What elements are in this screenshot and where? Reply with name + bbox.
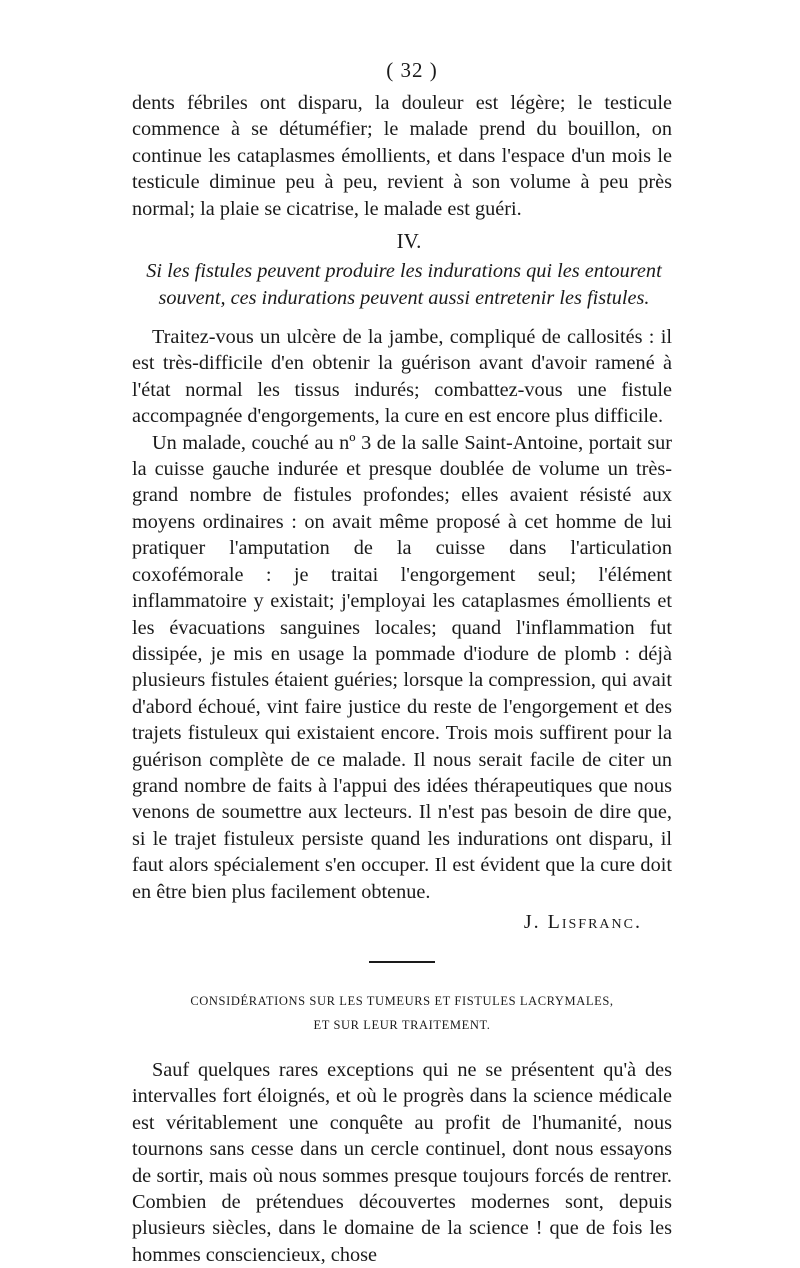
article-paragraph: Sauf quelques rares exceptions qui ne se présentent qu'à des intervalles fort éloignés, et où le progrès dans la science médicale est véritablement une conquête au profit de l'humanité, nous tournons sans cesse dans un cercle continuel, dont nous essayons de sortir, mais où nous sommes presque toujours forcés de rentrer. Combien de prétendues découvertes modernes sont, depuis plusieurs siècles, dans le domaine de la science ! que de fois les hommes consciencieux, chose	[132, 1058, 672, 1266]
section-title: Si les fistules peuvent produire les indurations qui les entourent souvent, ces indurations peuvent aussi entretenir les fistules.	[146, 260, 662, 310]
article-title	[132, 989, 672, 1037]
article-title-line-1: CONSIDÉRATIONS SUR LES TUMEURS ET FISTULES LACRYMALES,	[190, 993, 614, 1008]
page-number: ( 32 )	[386, 58, 438, 82]
opening-paragraph: dents fébriles ont disparu, la douleur est légère; le testicule commence à se détuméfier; le malade prend du bouillon, on continue les cataplasmes émollients, et dans l'espace d'un mois le testicule diminue peu à peu, revient à son volume à peu près normal; la plaie se cicatrise, le malade est guéri.	[132, 92, 672, 220]
section-numeral: IV.	[396, 229, 422, 254]
section-paragraph-2: Un malade, couché au nº 3 de la salle Saint-Antoine, portait sur la cuisse gauche indurée et presque doublée de volume un très-grand nombre de fistules profondes; elles avaient résisté aux moyens ordinaires : on avait même proposé à cet homme de lui pratiquer l'amputation de la cuisse dans l'articulation coxofémorale : je traitai l'engorgement seul; l'élément inflammatoire y existait; j'employai les cataplasmes émollients et les évacuations sanguines locales; quand l'inflammation fut dissipée, je mis en usage la pommade d'iodure de plomb : déjà plusieurs fistules étaient guéries; lorsque la compression, qui avait d'abord échoué, vint faire justice du reste de l'engorgement et des trajets fistuleux qui existaient encore. Trois mois suffirent pour la guérison complète de ce malade. Il nous serait facile de citer un grand nombre de faits à l'appui des idées thérapeutiques que nous venons de soumettre aux lecteurs. Il n'est pas besoin de dire que, si le trajet fistuleux persiste quand les indurations ont disparu, il faut alors spécialement s'en occuper. Il est évident que la cure doit en être bien plus facilement obtenue.	[132, 431, 672, 903]
section-paragraph-1: Traitez-vous un ulcère de la jambe, compliqué de callosités : il est très-difficile d'en obtenir la guérison avant d'avoir ramené à l'état normal les tissus indurés; combattez-vous une fistule accompagnée d'engorgements, la cure en est encore plus difficile.	[132, 326, 672, 428]
document-page	[132, 58, 672, 1268]
article-title-line-2: ET SUR LEUR TRAITEMENT.	[313, 1017, 491, 1032]
author-signature: J. Lisfranc.	[523, 910, 642, 933]
section-divider	[369, 961, 435, 963]
